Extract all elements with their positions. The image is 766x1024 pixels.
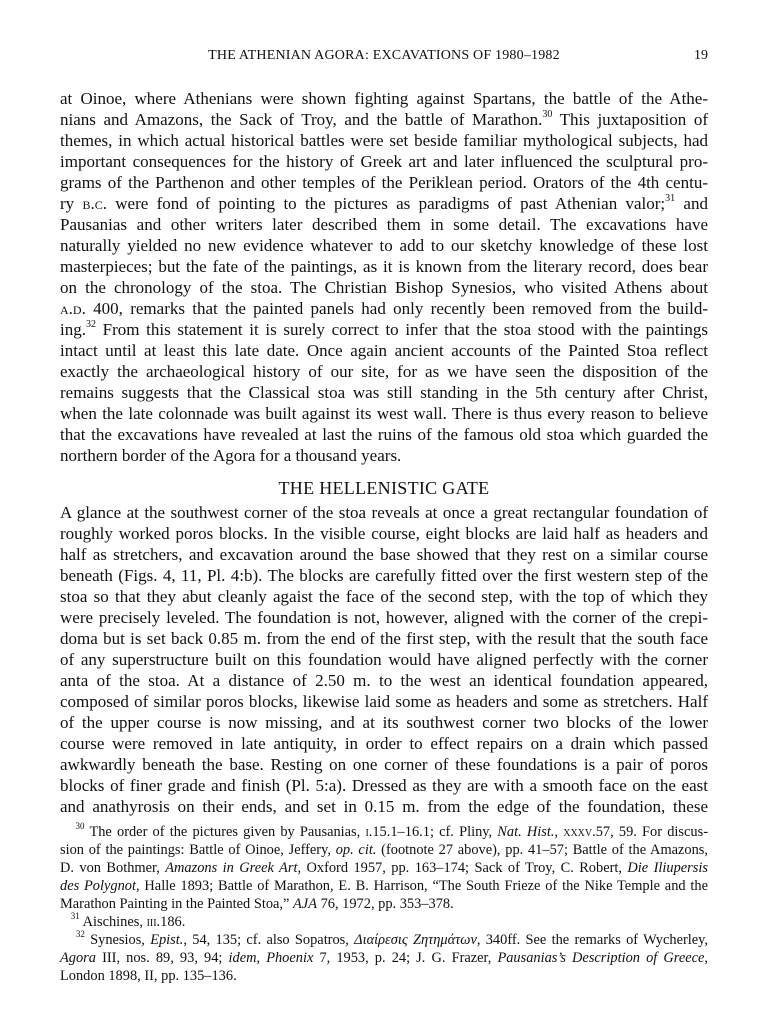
text-line: intact until at least this late date. Once again ancient accounts of the Painted Stoa reflect — [60, 341, 708, 360]
text-line: were precisely leveled. The foundation is not, however, aligned with the corner of the crepi- — [60, 608, 708, 627]
text-line: awkwardly beneath the base. Resting on one corner of these foundations is a pair of poros — [60, 755, 708, 774]
text-line: important consequences for the history of Greek art and later influenced the sculptural pro- — [60, 152, 708, 171]
text-line: naturally yielded no new evidence whatever to add to our sketchy knowledge of these lost — [60, 236, 708, 255]
text-line: themes, in which actual historical battles were set beside familiar mythological subjects, had — [60, 131, 708, 150]
text-line: grams of the Parthenon and other temples of the Periklean period. Orators of the 4th centu- — [60, 173, 708, 192]
text-line: A glance at the southwest corner of the stoa reveals at once a great rectangular foundation of — [60, 503, 708, 522]
footnote-ref[interactable]: 31 — [665, 193, 676, 205]
text-line: remains suggests that the Classical stoa was still standing in the 5th century after Christ, — [60, 383, 708, 402]
text-line: when the late colonnade was built against its west wall. There is thus every reason to believe — [60, 404, 708, 423]
text-line: and anathyrosis on their ends, and set in 0.15 m. from the edge of the foundation, these — [60, 797, 708, 816]
text-line: blocks of finer grade and finish (Pl. 5:a). Dressed as they are with a smooth face on the east — [60, 776, 708, 795]
text-line: beneath (Figs. 4, 11, Pl. 4:b). The blocks are carefully fitted over the first western step of the — [60, 566, 708, 585]
text-line: that the excavations have revealed at last the ruins of the famous old stoa which guarded the — [60, 425, 708, 444]
footnote-line: Agora III, nos. 89, 93, 94; idem, Phoenix 7, 1953, p. 24; J. G. Frazer, Pausanias’s Description of Greece, — [60, 950, 708, 966]
text-line: course were removed in late antiquity, in order to effect repairs on a drain which passed — [60, 734, 708, 753]
text-line: stoa so that they abut cleanly agaist the face of the second step, with the top of which they — [60, 587, 708, 606]
text-line: a.d. 400, remarks that the painted panels had only recently been removed from the build- — [60, 299, 708, 318]
footnote-line: London 1898, II, pp. 135–136. — [60, 968, 237, 984]
text-line: composed of similar poros blocks, likewise laid some as headers and some as stretchers. Half — [60, 692, 708, 711]
text-line: ing.$^{32}$ From this statement it is surely correct to infer that the stoa stood with the paintings — [60, 319, 708, 339]
text-line: exactly the archaeological history of our site, for as we have seen the disposition of the — [60, 362, 708, 381]
footnote-line: des Polygnot, Halle 1893; Battle of Marathon, E. B. Harrison, “The South Frieze of the Nike Temple and the — [60, 878, 708, 894]
text-line: Pausanias and other writers later described them in some detail. The excavations have — [60, 215, 708, 234]
running-head: THE ATHENIAN AGORA: EXCAVATIONS OF 1980–1982 — [208, 48, 560, 63]
footnote-line: D. von Bothmer, Amazons in Greek Art, Oxford 1957, pp. 163–174; Sack of Troy, C. Robert, Die Iliupersis — [60, 860, 708, 876]
text-line: northern border of the Agora for a thousand years. — [60, 446, 402, 465]
footnote-number: 30 — [75, 821, 85, 832]
page-header — [60, 48, 708, 68]
text-line: of any superstructure built on this foundation would have aligned perfectly with the corner — [60, 650, 708, 669]
footnote-number: 31 — [70, 911, 80, 922]
text-line: doma but is set back 0.85 m. from the end of the first step, with the result that the south face — [60, 629, 708, 648]
text-line: at Oinoe, where Athenians were shown fighting against Spartans, the battle of the Athe- — [60, 89, 708, 108]
text-line: on the chronology of the stoa. The Christian Bishop Synesios, who visited Athens about — [60, 278, 708, 297]
text-line: nians and Amazons, the Sack of Troy, and the battle of Marathon.$^{30}$ This juxtaposition of — [60, 109, 708, 129]
text-line: ry b.c. were fond of pointing to the pictures as paradigms of past Athenian valor;$^{31}$ and — [60, 193, 708, 213]
footnote-ref[interactable]: 30 — [542, 109, 553, 121]
footnote-number: 32 — [75, 929, 85, 940]
footnote-line: Marathon Painting in the Painted Stoa,” AJA 76, 1972, pp. 353–378. — [60, 896, 454, 912]
footnote-line: $^{30}$ The order of the pictures given by Pausanias, i.15.1–16.1; cf. Pliny, Nat. Hist., xxxv.57, 59. For discus- — [75, 821, 708, 840]
footnote-line: $^{32}$ Synesios, Epist., 54, 135; cf. also Sopatros, Διαίρεσις Ζητημάτων, 340ff. See the remarks of Wycherley, — [75, 929, 709, 948]
text-line: anta of the stoa. At a distance of 2.50 m. to the west an identical foundation appeared, — [60, 671, 708, 690]
text-line: of the upper course is now missing, and at its southwest corner two blocks of the lower — [60, 713, 708, 732]
section-heading: THE HELLENISTIC GATE — [278, 478, 490, 498]
footnote-line: $^{31}$ Aischines, iii.186. — [70, 911, 186, 930]
text-line: half as stretchers, and excavation around the base showed that they rest on a similar course — [60, 545, 708, 564]
text-line: roughly worked poros blocks. In the visible course, eight blocks are laid half as headers and — [60, 524, 708, 543]
page-number: 19 — [694, 48, 708, 63]
footnote-ref[interactable]: 32 — [85, 319, 96, 331]
text-line: masterpieces; but the fate of the paintings, as it is known from the literary record, does bear — [60, 257, 708, 276]
footnote-line: sion of the paintings: Battle of Oinoe, Jeffery, op. cit. (footnote 27 above), pp. 41–57; Battle of the Amazons, — [60, 842, 709, 858]
